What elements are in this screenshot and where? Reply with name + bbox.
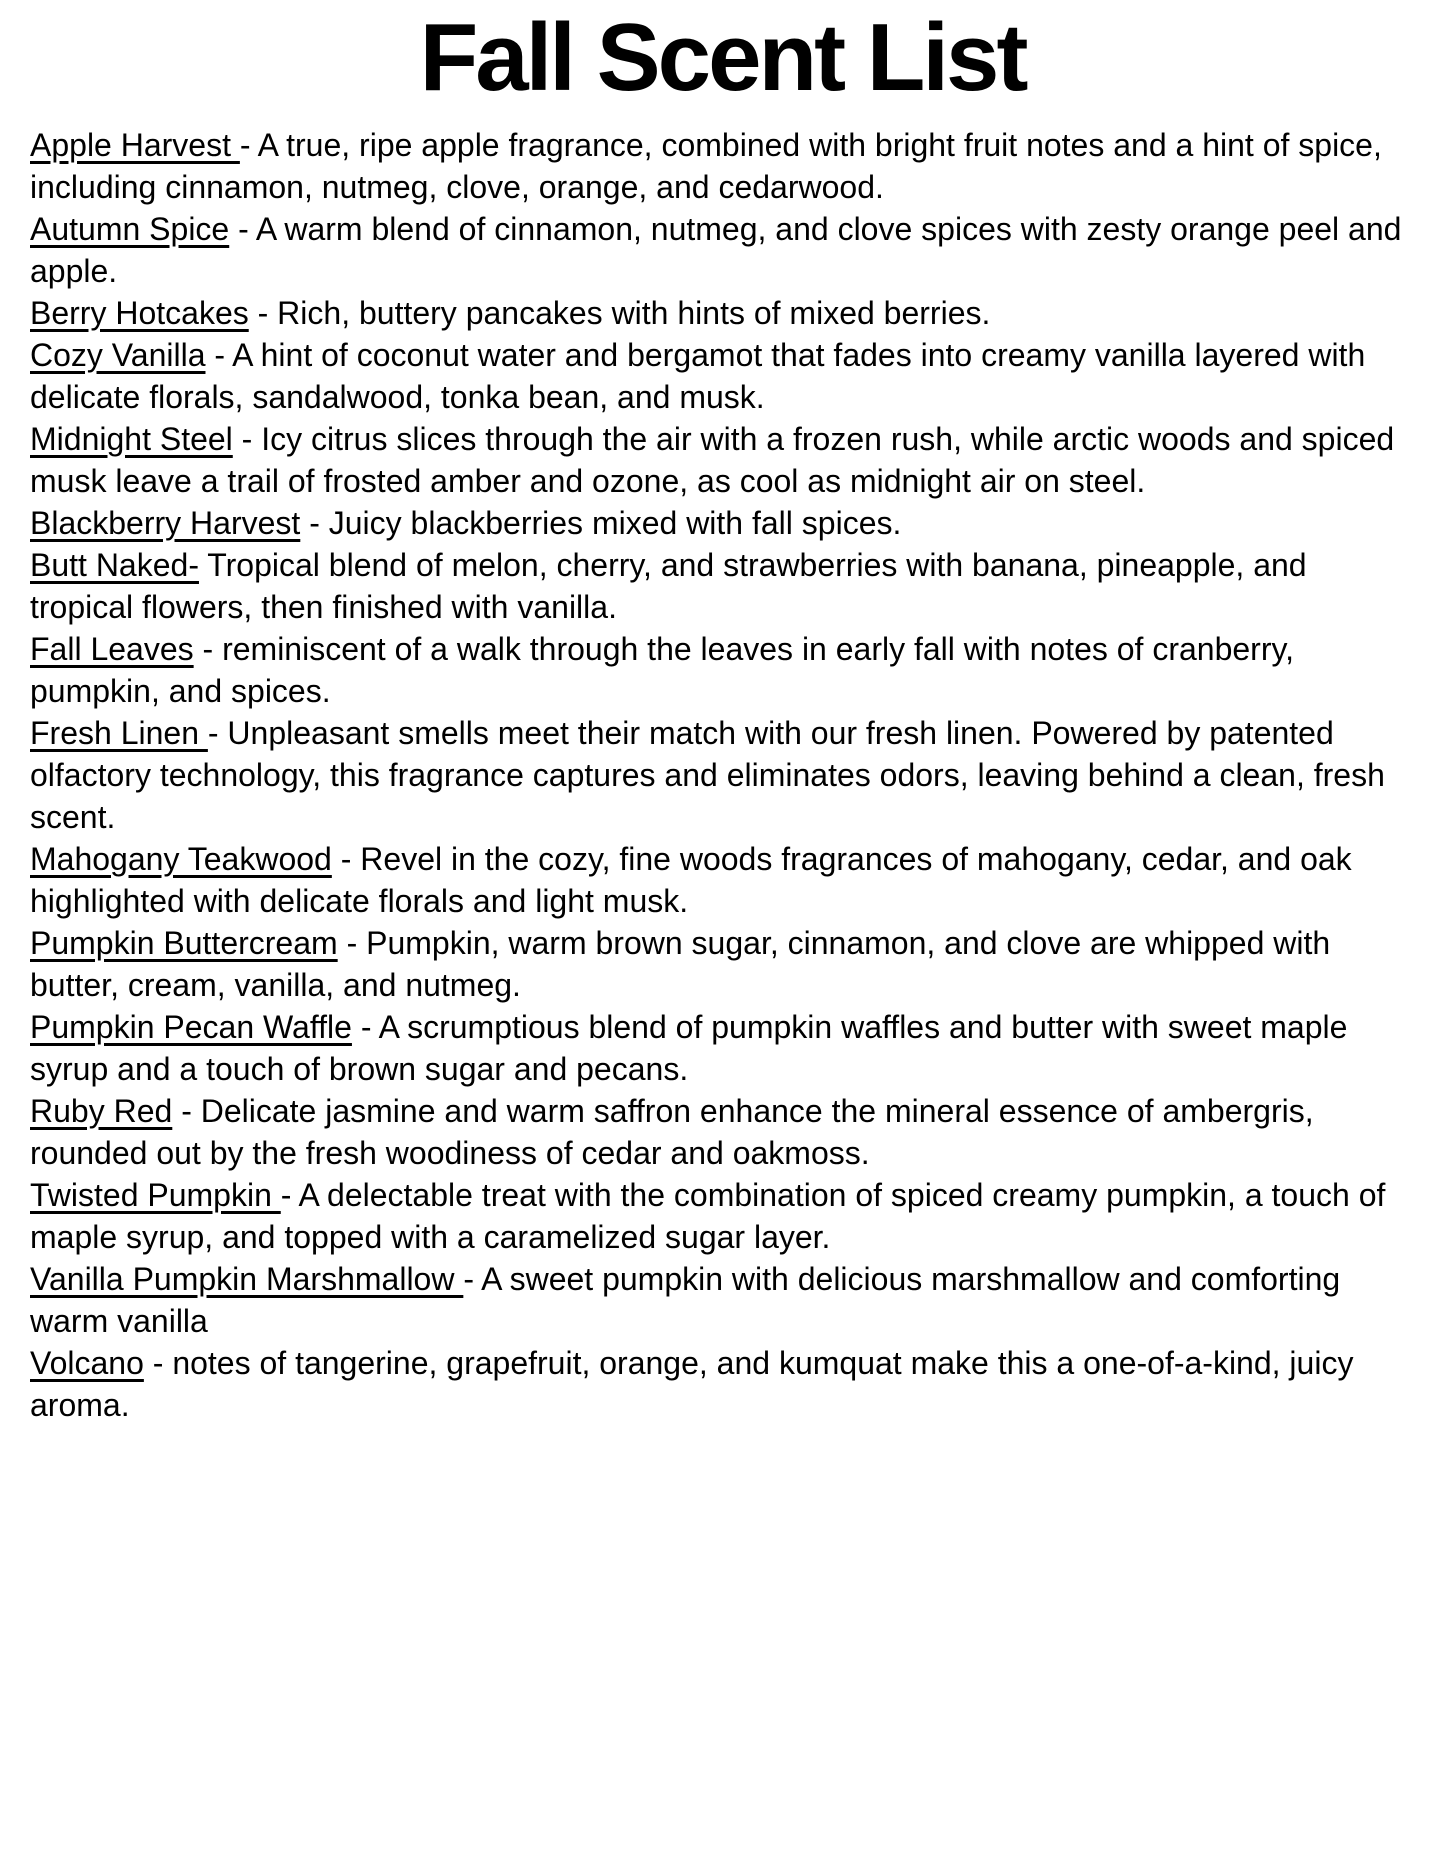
scent-name: Blackberry Harvest [30, 504, 301, 541]
scent-entry [30, 838, 1415, 922]
scent-name: Pumpkin Pecan Waffle [30, 1008, 352, 1045]
scent-description: A delectable treat with the combination of spiced creamy pumpkin, a touch of maple syrup, and topped with a caramelized sugar layer. [30, 1176, 1386, 1255]
scent-entry [30, 124, 1415, 208]
scent-description: A hint of coconut water and bergamot that fades into creamy vanilla layered with delicate florals, sandalwood, tonka bean, and musk. [30, 336, 1366, 415]
scent-name: Mahogany Teakwood [30, 840, 332, 877]
scent-entry [30, 1090, 1415, 1174]
scent-separator: - [351, 1008, 379, 1045]
scent-separator: - [337, 924, 367, 961]
scent-description: reminiscent of a walk through the leaves in early fall with notes of cranberry, pumpkin, and spices. [30, 630, 1294, 709]
scent-separator: - [143, 1344, 173, 1381]
scent-separator: - [331, 840, 361, 877]
scent-separator: - [280, 1176, 299, 1213]
scent-description: A sweet pumpkin with delicious marshmallow and comforting warm vanilla [30, 1260, 1341, 1339]
scent-entry [30, 1006, 1415, 1090]
scent-name: Butt Naked- [30, 546, 199, 583]
scent-entry [30, 628, 1415, 712]
scent-description: Revel in the cozy, fine woods fragrances of mahogany, cedar, and oak highlighted with delicate florals and light musk. [30, 840, 1352, 919]
scent-description: Juicy blackberries mixed with fall spices. [328, 504, 902, 541]
scent-description: A true, ripe apple fragrance, combined with bright fruit notes and a hint of spice, including cinnamon, nutmeg, clove, orange, and cedarwood. [30, 126, 1382, 205]
scent-name: Autumn Spice [30, 210, 230, 247]
scent-description: Tropical blend of melon, cherry, and strawberries with banana, pineapple, and tropical flowers, then finished with vanilla. [30, 546, 1307, 625]
scent-description: Delicate jasmine and warm saffron enhance the mineral essence of ambergris, rounded out by the fresh woodiness of cedar and oakmoss. [30, 1092, 1314, 1171]
scent-name: Apple Harvest [30, 126, 240, 163]
scent-name: Volcano [30, 1344, 144, 1381]
scent-list [30, 124, 1415, 1426]
scent-separator: - [193, 630, 223, 667]
scent-description: Unpleasant smells meet their match with our fresh linen. Powered by patented olfactory technology, this fragrance captures and eliminates odors, leaving behind a clean, fresh scent. [30, 714, 1385, 835]
scent-entry [30, 418, 1415, 502]
scent-entry [30, 1174, 1415, 1258]
scent-entry [30, 1342, 1415, 1426]
scent-description: Pumpkin, warm brown sugar, cinnamon, and clove are whipped with butter, cream, vanilla, and nutmeg. [30, 924, 1331, 1003]
scent-name: Fall Leaves [30, 630, 194, 667]
scent-description: notes of tangerine, grapefruit, orange, and kumquat make this a one-of-a-kind, juicy aroma. [30, 1344, 1354, 1423]
scent-description: A warm blend of cinnamon, nutmeg, and clove spices with zesty orange peel and apple. [30, 210, 1402, 289]
scent-separator: - [172, 1092, 201, 1129]
scent-name: Berry Hotcakes [30, 294, 249, 331]
scent-name: Cozy Vanilla [30, 336, 206, 373]
scent-description: Icy citrus slices through the air with a frozen rush, while arctic woods and spiced musk leave a trail of frosted amber and ozone, as cool as midnight air on steel. [30, 420, 1395, 499]
scent-entry [30, 334, 1415, 418]
scent-name: Vanilla Pumpkin Marshmallow [30, 1260, 464, 1297]
scent-entry [30, 922, 1415, 1006]
scent-separator: - [300, 504, 329, 541]
scent-entry [30, 544, 1415, 628]
scent-separator: - [207, 714, 228, 751]
scent-name: Ruby Red [30, 1092, 173, 1129]
scent-entry [30, 502, 1415, 544]
scent-name: Twisted Pumpkin [30, 1176, 281, 1213]
scent-entry [30, 1258, 1415, 1342]
scent-separator: - [239, 126, 258, 163]
scent-separator: - [232, 420, 262, 457]
page-title: Fall Scent List [419, 4, 1026, 111]
scent-separator: - [463, 1260, 482, 1297]
scent-separator: - [248, 294, 278, 331]
scent-separator: - [205, 336, 233, 373]
scent-entry [30, 712, 1415, 838]
scent-separator: - [229, 210, 256, 247]
scent-description: A scrumptious blend of pumpkin waffles and butter with sweet maple syrup and a touch of brown sugar and pecans. [30, 1008, 1348, 1087]
scent-entry [30, 292, 1415, 334]
scent-name: Pumpkin Buttercream [30, 924, 338, 961]
scent-name: Midnight Steel [30, 420, 233, 457]
scent-description: Rich, buttery pancakes with hints of mixed berries. [277, 294, 991, 331]
scent-entry [30, 208, 1415, 292]
scent-name: Fresh Linen [30, 714, 208, 751]
